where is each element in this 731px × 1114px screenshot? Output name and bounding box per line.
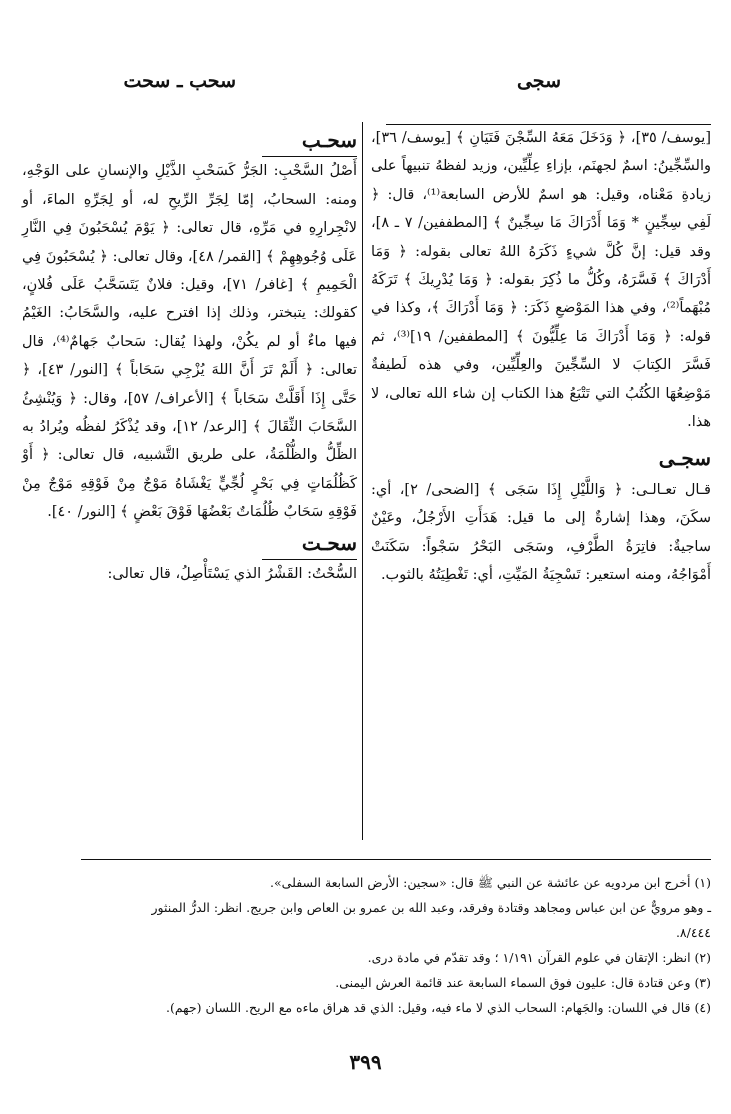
entry-heading-suht: سحـت	[262, 527, 357, 560]
page-number: ٣٩٩	[349, 1050, 382, 1074]
left-column	[22, 124, 357, 589]
entry-heading-suht-wrapper	[22, 527, 357, 560]
entry-heading-saja-wrapper	[371, 442, 711, 475]
entry-saja-paragraph: قـال تعـالـى: ﴿ وَاللَّيْلِ إِذَا سَجَى ﴾ [الضحى/ ٢]، أي: سكَنَ، وهذا إشارةٌ إلى ما قيل: هَدَأَتِ الأَرْجُلُ، وعَيْنٌ ساجيةٌ: فاتِرَةُ الطَّرْفِ، وسَجَى البَحْرُ سَجْواً: سَكَنَتْ أَمْوَاجُهُ، ومنه استعير: تَسْجِيَةُ المَيِّتِ، أي: تَغْطِيَتُهُ بالثوب.	[371, 481, 711, 584]
column-divider	[362, 122, 363, 840]
footnote-rule	[81, 859, 711, 860]
footnote-line: (٢) انظر: الإتقان في علوم القرآن ١/١٩١ ؛ وقد تقدّم في مادة درى.	[367, 950, 711, 965]
footnote-line: ٨/٤٤٤.	[675, 925, 711, 940]
footnotes	[51, 870, 711, 1020]
right-column	[371, 124, 711, 590]
entry-sahab-paragraph: أَصْلُ السَّحْبِ: الجَرُّ كَسَحْبِ الذَّيْلِ والإنسانِ على الوَجْهِ، ومنه: السحابُ، إمّا لِجَرِّ الرِّيحِ له، أو لِجَرِّهِ الماءَ، أو لانْجِرارِهِ في مَرِّهِ، قال تعالى: ﴿ يَوْمَ يُسْحَبُونَ فِي النَّارِ عَلَى وُجُوهِهِمْ ﴾ [القمر/ ٤٨]، وقال تعالى: ﴿ يُسْحَبُونَ فِي الْحَمِيمِ ﴾ [غافر/ ٧١]، وقيل: فلانٌ يَتَسَحَّبُ عَلَى فُلانٍ، كقولك: يتبختر، وذلك إذا افترح عليه، والسَّحَابُ: الغَيْمُ فيها ماءٌ أو لم يكُنْ، ولهذا يُقال: سَحابٌ جَهامٌ⁽⁴⁾، قال تعالى: ﴿ أَلَمْ تَرَ أَنَّ اللهَ يُزْجِي سَحَاباً ﴾ [النور/ ٤٣]، ﴿ حَتَّى إِذَا أَقَلَّتْ سَحَاباً ﴾ [الأعراف/ ٥٧]، وقال: ﴿ وَيُنْشِئُ السَّحَابَ الثِّقَالَ ﴾ [الرعد/ ١٢]، وقد يُذْكَرُ لفظُه ويُرادُ به الظِّلُّ والظُّلْمَةُ، على طريق التَّشبيه، قال تعالى: ﴿ أَوْ كَظُلُمَاتٍ فِي بَحْرٍ لُجِّيٍّ يَغْشَاهُ مَوْجٌ مِنْ فَوْقِهِ مَوْجٌ مِنْ فَوْقِهِ سَحَابٌ ظُلُمَاتٌ بَعْضُهَا فَوْقَ بَعْضٍ ﴾ [النور/ ٤٠].	[22, 163, 358, 521]
footnote-line: ـ وهو مرويٌّ عن ابن عباس ومجاهد وقتادة وفرقد، وعبد الله بن عمرو بن العاص وابن جريج. انظر: الدرُّ المنثور	[151, 900, 711, 915]
entry-heading-sahab: سحـب	[262, 124, 357, 157]
footnote-line: (١) أخرج ابن مردويه عن عائشة عن النبي ﷺ قال: «سجين: الأرض السابعة السفلى».	[270, 875, 711, 890]
entry-suht-paragraph: السُّحْتُ: القَشْرُ الذي يَسْتَأْصِلُ، قال تعالى:	[107, 566, 357, 583]
footnote-line: (٣) وعن قتادة قال: عليون فوق السماء السابعة عند قائمة العرش اليمنى.	[335, 975, 711, 990]
entry-heading-sahab-wrapper	[22, 124, 357, 157]
running-head-right: سجى	[516, 70, 561, 92]
right-column-paragraph: [يوسف/ ٣٥]، ﴿ وَدَخَلَ مَعَهُ السِّجْنَ فَتَيَانِ ﴾ [يوسف/ ٣٦]، والسِّجِّينُ: اسمٌ لجهنَم، بإزاءِ عِلِّيِّين، وزيد لفظهُ تنبيهاً على زيادةِ مَعْناه، وقيل: هو اسمٌ للأرض السابعة⁽¹⁾، قال: ﴿ لَفِي سِجِّينٍ * وَمَا أَدْرَاكَ مَا سِجِّينٌ ﴾ [المطففين/ ٧ ـ ٨]، وقد قيل: إنَّ كُلَّ شيءٍ ذَكَرَهُ اللهُ تعالى بقوله: ﴿ وَمَا أَدْرَاكَ ﴾ فَسَّرَهُ، وكُلُّ ما ذُكِرَ بقوله: ﴿ وَمَا يُدْرِيكَ ﴾ تَرَكَهُ مُبْهَماً⁽²⁾، وفي هذا المَوْضعِ ذَكَرَ: ﴿ وَمَا أَدْرَاكَ ﴾، وكذا في قوله: ﴿ وَمَا أَدْرَاكَ مَا عِلِّيُّونَ ﴾ [المطففين/ ١٩]⁽³⁾، ثم فَسَّرَ الكِتابَ لا السِّجِّينَ والعِلِّيِّين، وفي هذه لَطيفةٌ مَوْضِعُهَا الكُتُبُ التي تَتْبَعُ هذا الكتاب إن شاء الله تعالى، لا هذا.	[371, 130, 711, 431]
footnote-line: (٤) قال في اللسان: والجَهام: السحاب الذي لا ماء فيه، وقيل: الذي قد هراق ماءه مع الريح. اللسان (جهم).	[165, 1000, 711, 1015]
running-head-left: سحب ـ سحت	[123, 70, 236, 92]
entry-heading-saja: سجـى	[658, 446, 711, 471]
